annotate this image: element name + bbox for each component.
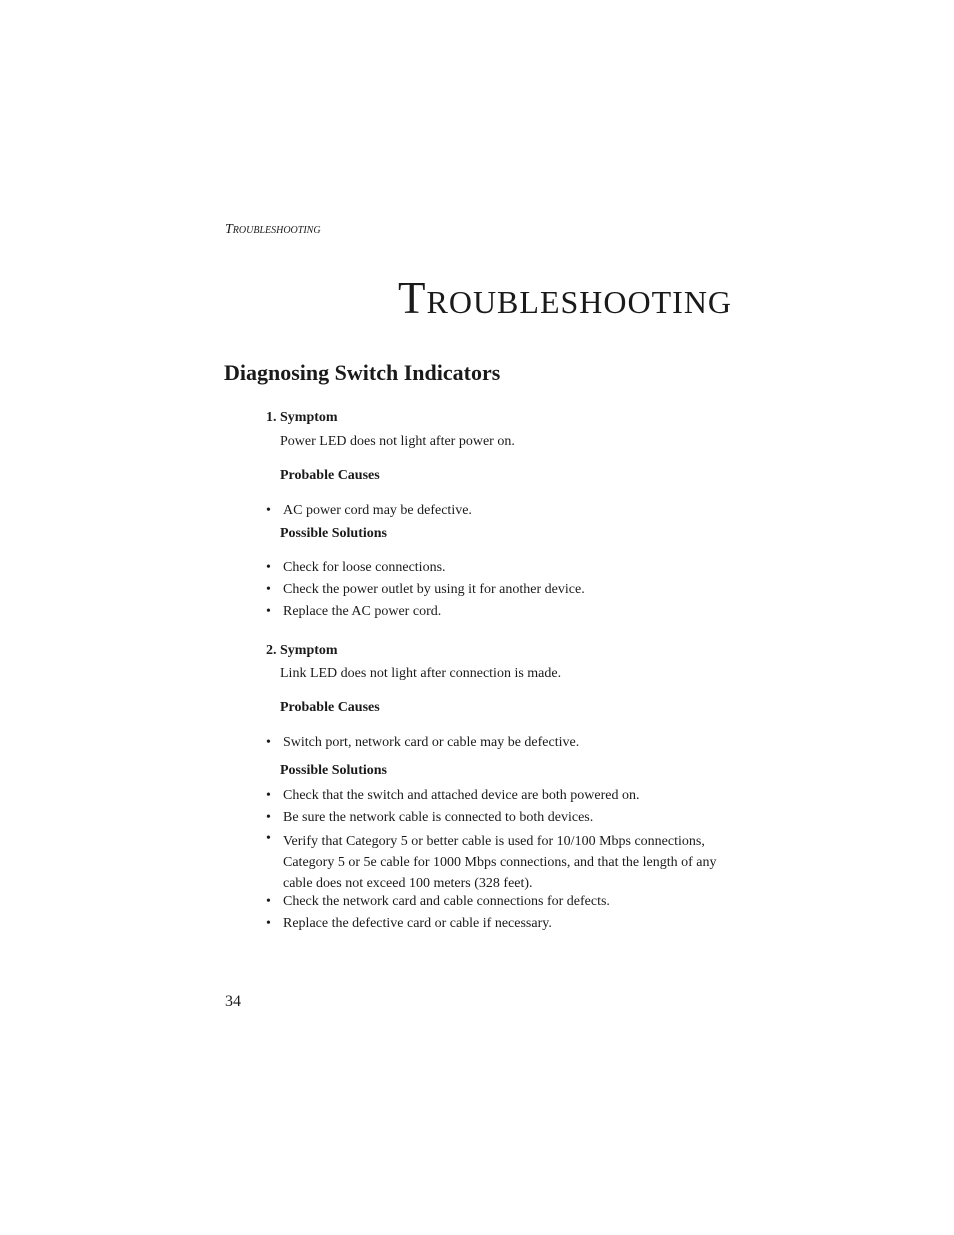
cause-text: AC power cord may be defective. — [283, 503, 472, 518]
symptom-heading: 2. Symptom — [266, 643, 338, 658]
symptom-description: Link LED does not light after connection is made. — [280, 666, 562, 681]
solution-text: Check for loose connections. — [283, 560, 446, 575]
bullet-icon: • — [266, 560, 271, 575]
bullet-icon: • — [266, 916, 271, 931]
bullet-icon: • — [266, 503, 271, 518]
probable-causes-heading: Probable Causes — [280, 468, 380, 483]
cause-text: Switch port, network card or cable may be defective. — [283, 735, 580, 750]
bullet-icon: • — [266, 582, 271, 597]
bullet-icon: • — [266, 810, 271, 825]
bullet-icon: • — [266, 735, 271, 750]
possible-solutions-heading: Possible Solutions — [280, 526, 387, 541]
symptom-description: Power LED does not light after power on. — [280, 434, 515, 449]
running-header: Troubleshooting — [225, 222, 321, 237]
solution-text: Replace the defective card or cable if necessary. — [283, 916, 552, 931]
bullet-icon: • — [266, 604, 271, 619]
solution-text: Be sure the network cable is connected to both devices. — [283, 810, 594, 825]
solution-text: Check the network card and cable connections for defects. — [283, 894, 610, 909]
section-title: Diagnosing Switch Indicators — [224, 360, 501, 385]
probable-causes-heading: Probable Causes — [280, 700, 380, 715]
page-number: 34 — [225, 993, 241, 1010]
possible-solutions-heading: Possible Solutions — [280, 763, 387, 778]
bullet-icon: • — [266, 788, 271, 803]
solution-text: Replace the AC power cord. — [283, 604, 442, 619]
solution-text: Check the power outlet by using it for another device. — [283, 582, 585, 597]
bullet-icon: • — [266, 894, 271, 909]
bullet-icon: • — [266, 831, 271, 846]
symptom-heading: 1. Symptom — [266, 410, 338, 425]
solution-text: Check that the switch and attached device are both powered on. — [283, 788, 640, 803]
chapter-title: Troubleshooting — [398, 273, 733, 323]
solution-text: Verify that Category 5 or better cable is used for 10/100 Mbps connections, Category 5 or 5e cable for 1000 Mbps connections, and that the length of any cable does not exceed 100 meters (328 feet). — [283, 834, 717, 891]
